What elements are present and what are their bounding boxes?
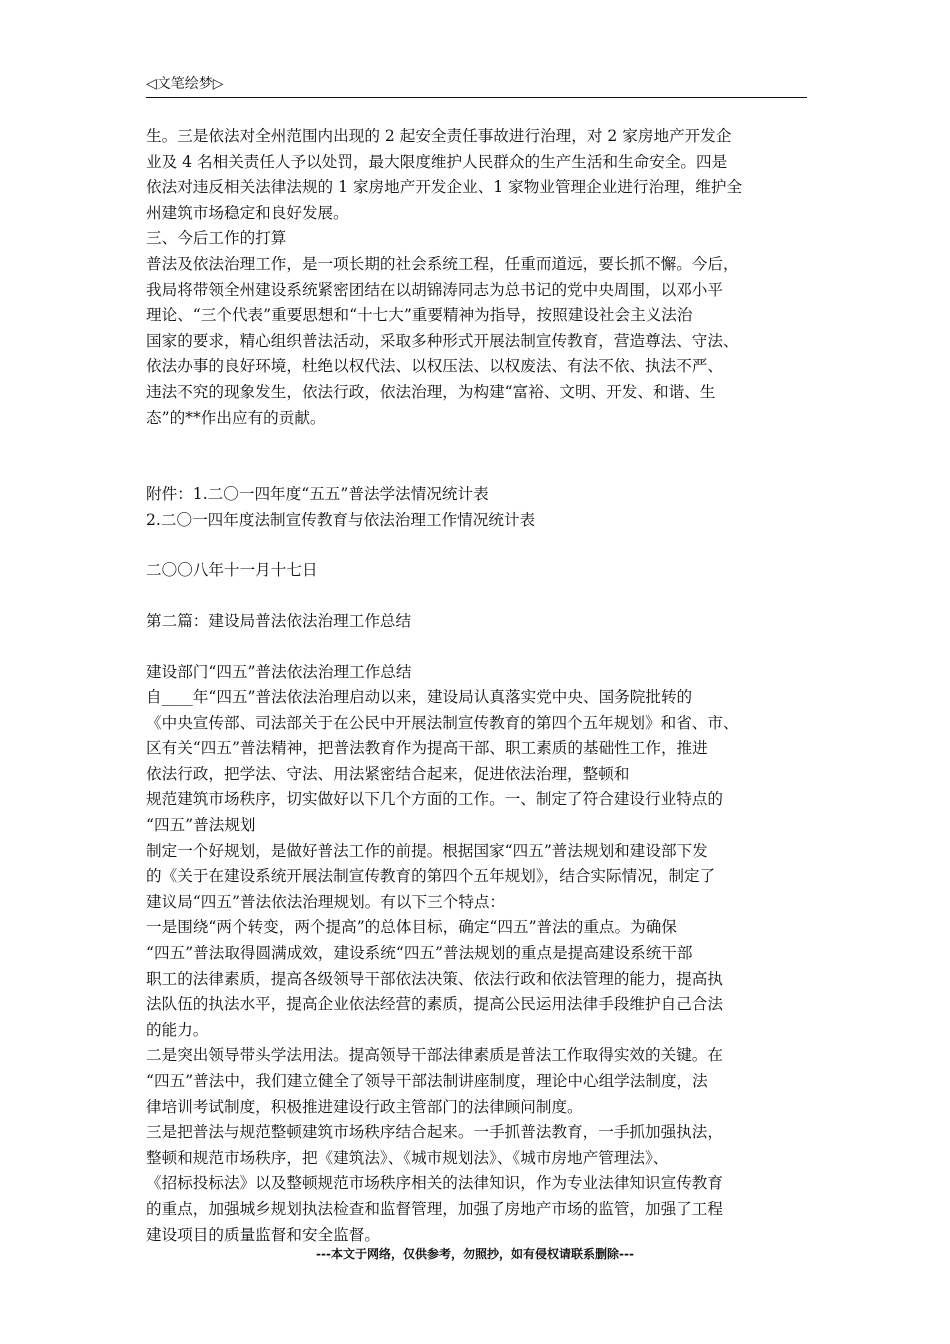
text-line: 生。三是依法对全州范围内出现的 2 起安全责任事故进行治理，对 2 家房地产开发企 xyxy=(146,127,732,145)
text-line: 职工的法律素质，提高各级领导干部依法决策、依法行政和依法管理的能力，提高执 xyxy=(146,969,723,988)
text-line: 法队伍的执法水平，提高企业依法经营的素质，提高公民运用法律手段维护自己合法 xyxy=(146,995,723,1014)
spacer xyxy=(146,635,814,660)
text-line: 一是围绕“两个转变，两个提高”的总体目标，确定“四五”普法的重点。为确保 xyxy=(146,918,677,937)
text-line: 《中央宣传部、司法部关于在公民中开展法制宣传教育的第四个五年规划》和省、市、 xyxy=(146,713,739,732)
text-line: 自____年“四五”普法依法治理启动以来，建设局认真落实党中央、国务院批转的 xyxy=(146,688,693,707)
document-date: 二〇〇八年十一月十七日 xyxy=(146,561,318,580)
text-line: 国家的要求，精心组织普法活动，采取多种形式开展法制宣传教育，营造尊法、守法、 xyxy=(146,331,739,350)
paragraph-block-2 xyxy=(146,660,814,1249)
text-line: 的能力。 xyxy=(146,1020,209,1039)
text-line: 依法行政，把学法、守法、用法紧密结合起来，促进依法治理，整顿和 xyxy=(146,764,630,783)
text-line: “四五”普法中，我们建立健全了领导干部法制讲座制度，理论中心组学法制度，法 xyxy=(146,1072,708,1090)
section-heading-plans: 三、今后工作的打算 xyxy=(146,229,287,248)
part-two-heading: 第二篇：建设局普法依法治理工作总结 xyxy=(146,611,412,630)
attachment-line-2: 2.二〇一四年度法制宣传教育与依法治理工作情况统计表 xyxy=(146,510,536,529)
text-line: 三是把普法与规范整顿建筑市场秩序结合起来。一手抓普法教育，一手抓加强执法， xyxy=(146,1123,723,1142)
text-line: 依法办事的良好环境，杜绝以权代法、以权压法、以权废法、有法不依、执法不严、 xyxy=(146,357,723,376)
text-line: 区有关“四五”普法精神，把普法教育作为提高干部、职工素质的基础性工作，推进 xyxy=(146,739,708,758)
header-title: ◁文笔绘梦▷ xyxy=(146,76,224,92)
text-line: 建议局“四五”普法依法治理规划。有以下三个特点： xyxy=(146,892,506,911)
document-body xyxy=(146,124,814,1248)
article-title: 建设部门“四五”普法依法治理工作总结 xyxy=(146,662,412,681)
text-line: 的《关于在建设系统开展法制宣传教育的第四个五年规划》，结合实际情况，制定了 xyxy=(146,867,716,886)
text-line: 普法及依法治理工作，是一项长期的社会系统工程，任重而道远，要长抓不懈。今后， xyxy=(146,254,739,273)
text-line: 州建筑市场稳定和良好发展。 xyxy=(146,203,349,222)
text-line: 规范建筑市场秩序，切实做好以下几个方面的工作。一、制定了符合建设行业特点的 xyxy=(146,790,723,809)
attachment-line-1: 附件：1.二〇一四年度“五五”普法学法情况统计表 xyxy=(146,485,489,504)
text-line: 二是突出领导带头学法用法。提高领导干部法律素质是普法工作取得实效的关键。在 xyxy=(146,1046,723,1065)
spacer xyxy=(146,533,814,558)
text-line: 整顿和规范市场秩序，把《建筑法》、《城市规划法》、《城市房地产管理法》、 xyxy=(146,1148,669,1167)
text-line: “四五”普法规划 xyxy=(146,816,256,835)
header-divider xyxy=(146,97,807,98)
text-line: 业及 4 名相关责任人予以处罚，最大限度维护人民群众的生产生活和生命安全。四是 xyxy=(146,152,728,171)
text-line: 理论、“三个代表”重要思想和“十七大”重要精神为指导，按照建设社会主义法治 xyxy=(146,306,693,325)
text-line: 律培训考试制度，积极推进建设行政主管部门的法律顾问制度。 xyxy=(146,1097,583,1116)
text-line: 的重点，加强城乡规划执法检查和监督管理，加强了房地产市场的监管，加强了工程 xyxy=(146,1199,723,1218)
spacer xyxy=(146,431,814,482)
text-line: 制定一个好规划，是做好普法工作的前提。根据国家“四五”普法规划和建设部下发 xyxy=(146,841,708,860)
page-header xyxy=(146,74,806,96)
text-line: “四五”普法取得圆满成效，建设系统“四五”普法规划的重点是提高建设系统干部 xyxy=(146,944,693,963)
text-line: 《招标投标法》以及整顿规范市场秩序相关的法律知识，作为专业法律知识宣传教育 xyxy=(146,1174,723,1193)
text-line: 我局将带领全州建设系统紧密团结在以胡锦涛同志为总书记的党中央周围，以邓小平 xyxy=(146,280,723,299)
paragraph-block-1 xyxy=(146,124,814,431)
page-footer-disclaimer: ---本文于网络，仅供参考，勿照抄，如有侵权请联系删除--- xyxy=(316,1247,634,1261)
text-line: 态”的**作出应有的贡献。 xyxy=(146,408,326,427)
spacer xyxy=(146,584,814,609)
text-line: 建设项目的质量监督和安全监督。 xyxy=(146,1225,380,1244)
text-line: 违法不究的现象发生，依法行政，依法治理，为构建“富裕、文明、开发、和谐、生 xyxy=(146,382,716,401)
text-line: 依法对违反相关法律法规的 1 家房地产开发企业、1 家物业管理企业进行治理，维护全 xyxy=(146,178,743,197)
